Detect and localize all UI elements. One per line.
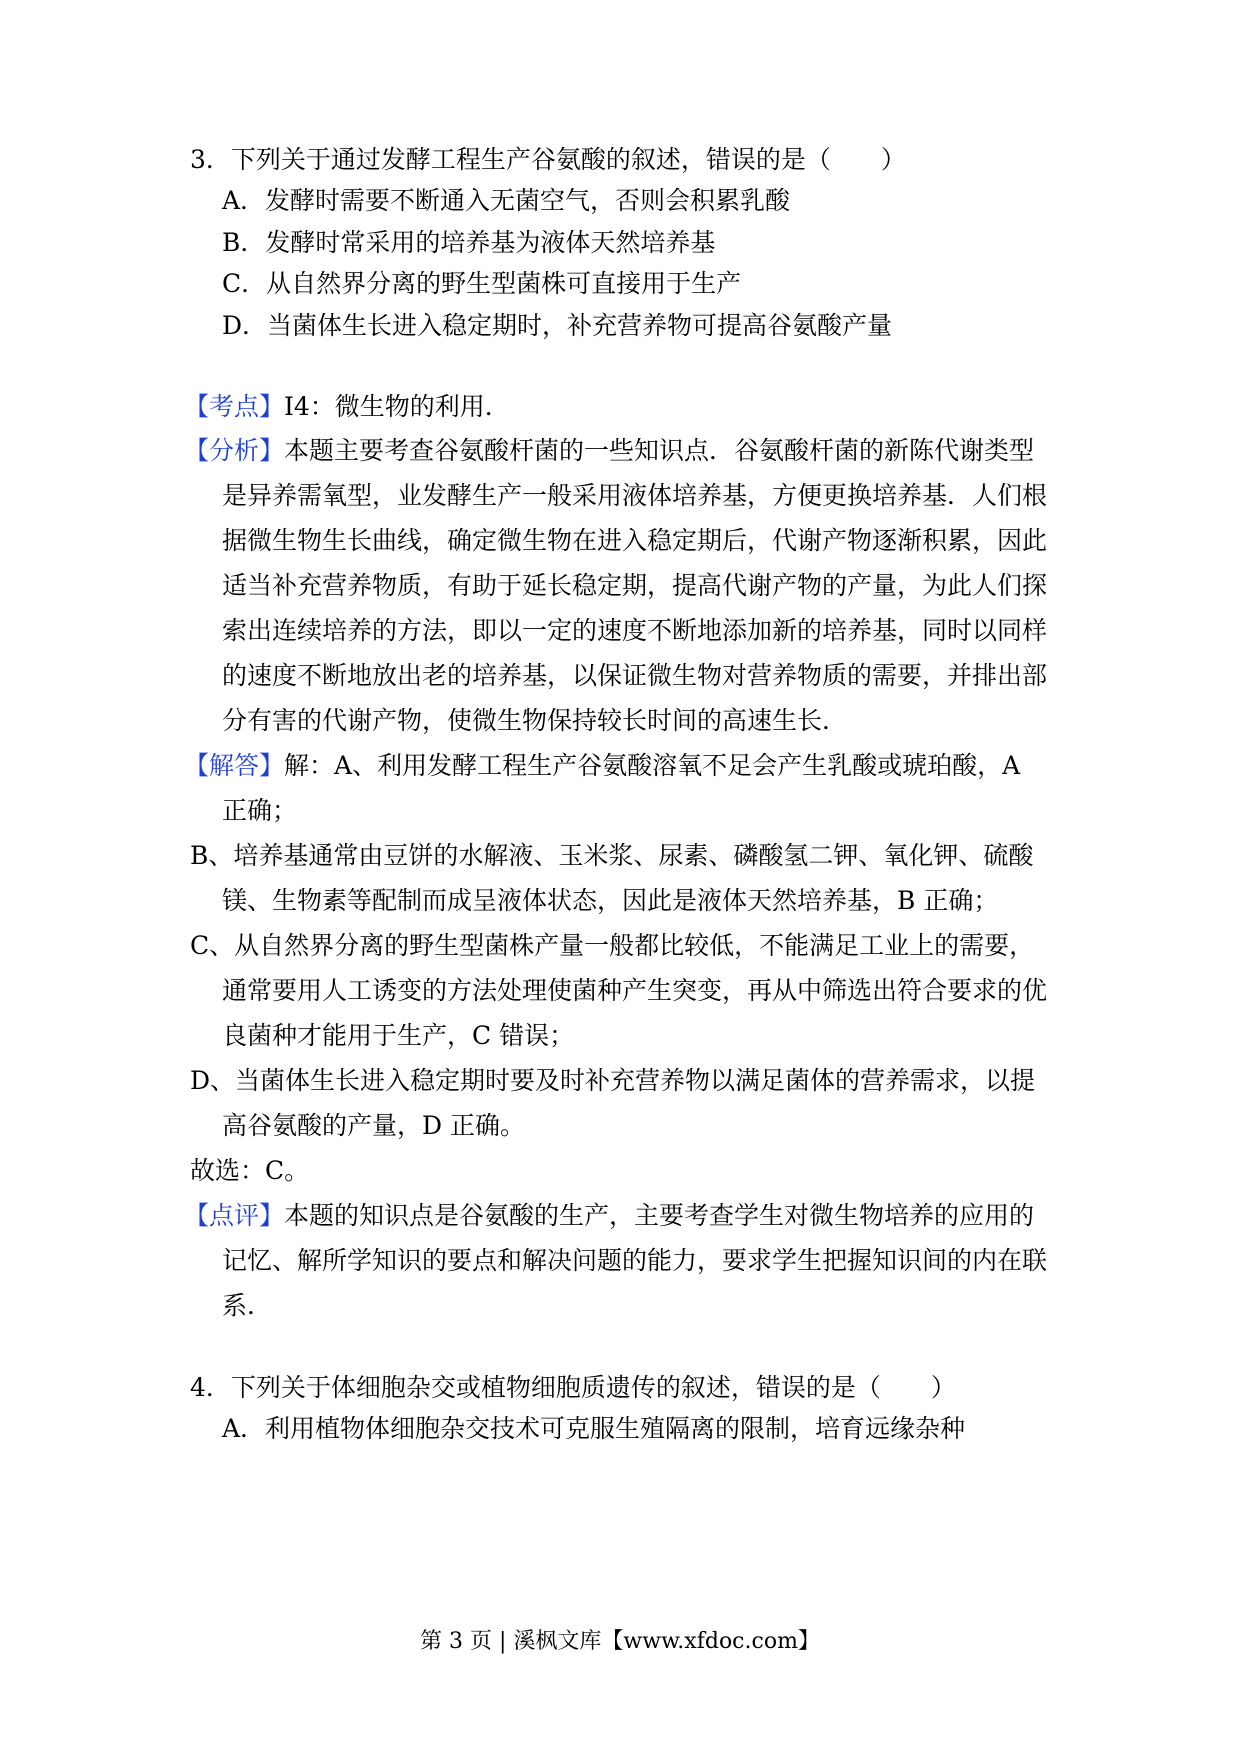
jieda-text-0: 解：A、利用发酵工程生产谷氨酸溶氧不足会产生乳酸或琥珀酸，A — [284, 751, 1021, 780]
q3-stem: 3．下列关于通过发酵工程生产谷氨酸的叙述，错误的是（ ） — [190, 145, 906, 174]
dianping-tag: 【点评】 — [184, 1201, 285, 1230]
q3-option-c: C．从自然界分离的野生型菌株可直接用于生产 — [222, 269, 742, 298]
jieda-text-4: C、从自然界分离的野生型菌株产量一般都比较低，不能满足工业上的需要， — [190, 931, 1035, 960]
kaodian-tag: 【考点】 — [184, 392, 285, 421]
fenxi-text-5: 的速度不断地放出老的培养基，以保证微生物对营养物质的需要，并排出部 — [222, 661, 1048, 690]
answer-line: 故选：C。 — [190, 1156, 310, 1185]
q3-option-d: D．当菌体生长进入稳定期时，补充营养物可提高谷氨酸产量 — [222, 311, 893, 340]
page-footer: 第 3 页 | 溪枫文库【www.xfdoc.com】 — [420, 1629, 820, 1654]
jieda-text-7: D、当菌体生长进入稳定期时要及时补充营养物以满足菌体的营养需求，以提 — [190, 1066, 1036, 1095]
kaodian-text: I4：微生物的利用． — [284, 392, 510, 421]
q3-option-a: A．发酵时需要不断通入无菌空气，否则会积累乳酸 — [222, 186, 791, 215]
kaodian-line — [184, 392, 510, 422]
jieda-text-3: 镁、生物素等配制而成呈液体状态，因此是液体天然培养基，B 正确； — [222, 886, 999, 915]
dianping-text-2: 系． — [222, 1291, 273, 1320]
jieda-tag: 【解答】 — [184, 751, 285, 780]
fenxi-text-2: 据微生物生长曲线，确定微生物在进入稳定期后，代谢产物逐渐积累，因此 — [222, 526, 1048, 555]
dianping-line-0 — [184, 1201, 1034, 1231]
jieda-text-8: 高谷氨酸的产量，D 正确。 — [222, 1111, 525, 1140]
jieda-text-1: 正确； — [222, 796, 298, 825]
q3-option-b: B．发酵时常采用的培养基为液体天然培养基 — [222, 228, 716, 257]
jieda-text-2: B、培养基通常由豆饼的水解液、玉米浆、尿素、磷酸氢二钾、氧化钾、硫酸 — [190, 841, 1034, 870]
fenxi-line-0 — [184, 436, 1034, 466]
q4-stem: 4．下列关于体细胞杂交或植物细胞质遗传的叙述，错误的是（ ） — [190, 1373, 956, 1402]
jieda-text-5: 通常要用人工诱变的方法处理使菌种产生突变，再从中筛选出符合要求的优 — [222, 976, 1048, 1005]
fenxi-text-0: 本题主要考查谷氨酸杆菌的一些知识点．谷氨酸杆菌的新陈代谢类型 — [284, 436, 1035, 465]
fenxi-tag: 【分析】 — [184, 436, 285, 465]
fenxi-text-3: 适当补充营养物质，有助于延长稳定期，提高代谢产物的产量，为此人们探 — [222, 571, 1048, 600]
jieda-line-0 — [184, 751, 1020, 781]
fenxi-text-6: 分有害的代谢产物，使微生物保持较长时间的高速生长． — [222, 706, 848, 735]
dianping-text-1: 记忆、解所学知识的要点和解决问题的能力，要求学生把握知识间的内在联 — [222, 1246, 1048, 1275]
fenxi-text-1: 是异养需氧型，业发酵生产一般采用液体培养基，方便更换培养基．人们根 — [222, 481, 1048, 510]
q4-option-a: A．利用植物体细胞杂交技术可克服生殖隔离的限制，培育远缘杂种 — [222, 1414, 966, 1443]
jieda-text-6: 良菌种才能用于生产，C 错误； — [222, 1021, 575, 1050]
fenxi-text-4: 索出连续培养的方法，即以一定的速度不断地添加新的培养基，同时以同样 — [222, 616, 1048, 645]
dianping-text-0: 本题的知识点是谷氨酸的生产，主要考查学生对微生物培养的应用的 — [284, 1201, 1035, 1230]
